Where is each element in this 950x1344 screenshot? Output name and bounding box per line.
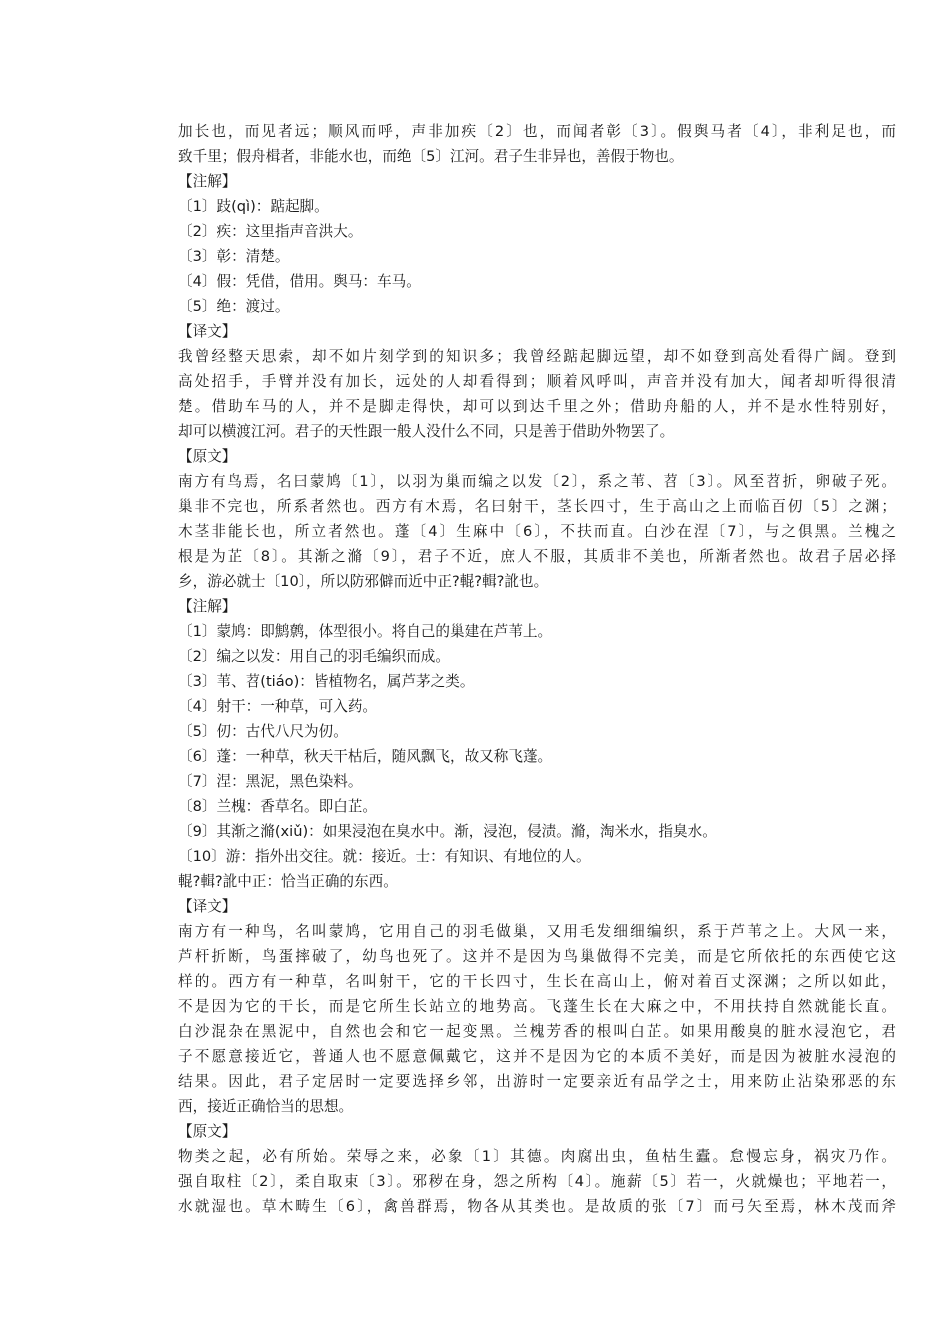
- text-line: 我曾经整天思索，却不如片刻学到的知识多；我曾经踮起脚远望，却不如登到高处看得广阔。登到: [178, 348, 896, 365]
- text-line: 輥?輯?訛中正：恰当正确的东西。: [178, 873, 398, 890]
- text-line: 〔1〕蒙鸠：即鹪鹩，体型很小。将自己的巢建在芦苇上。: [178, 623, 553, 640]
- text-line: 高处招手，手臂并没有加长，远处的人却看得到；顺着风呼叫，声音并没有加大，闻者却听得很清: [178, 373, 896, 390]
- text-line: 水就湿也。草木畴生〔6〕，禽兽群焉，物各从其类也。是故质的张〔7〕而弓矢至焉，林木茂而斧: [178, 1198, 896, 1215]
- text-line: 〔5〕绝：渡过。: [178, 298, 290, 315]
- text-line: 〔9〕其渐之滫(xiǔ)：如果浸泡在臭水中。渐，浸泡，侵渍。滫，淘米水，指臭水。: [178, 823, 717, 840]
- text-line: 巢非不完也，所系者然也。西方有木焉，名曰射干，茎长四寸，生于高山之上而临百仞〔5〕之渊；: [178, 498, 896, 515]
- text-line: 〔4〕假：凭借，借用。舆马：车马。: [178, 273, 421, 290]
- text-line: 加长也，而见者远；顺风而呼，声非加疾〔2〕也，而闻者彰〔3〕。假舆马者〔4〕，非利足也，而: [178, 123, 896, 140]
- section-heading: 【注解】: [178, 173, 237, 190]
- text-line: 〔1〕跂(qì)：踮起脚。: [178, 198, 329, 215]
- text-line: 芦杆折断，鸟蛋摔破了，幼鸟也死了。这并不是因为鸟巢做得不完美，而是它所依托的东西使它这: [178, 948, 896, 965]
- text-line: 楚。借助车马的人，并不是脚走得快，却可以到达千里之外；借助舟船的人，并不是水性特别好，: [178, 398, 896, 415]
- text-line: 强自取柱〔2〕，柔自取束〔3〕。邪秽在身，怨之所构〔4〕。施薪〔5〕若一，火就燥也；平地若一，: [178, 1173, 896, 1190]
- text-line: 木茎非能长也，所立者然也。蓬〔4〕生麻中〔6〕，不扶而直。白沙在涅〔7〕，与之俱黑。兰槐之: [178, 523, 896, 540]
- text-line: 〔3〕苇、苕(tiáo)：皆植物名，属芦茅之类。: [178, 673, 475, 690]
- section-heading: 【译文】: [178, 323, 237, 340]
- text-line: 乡，游必就士〔10〕，所以防邪僻而近中正?輥?輯?訛也。: [178, 573, 549, 590]
- text-line: 南方有鸟焉，名曰蒙鸠〔1〕，以羽为巢而编之以发〔2〕，系之苇、苕〔3〕。风至苕折，卵破子死。: [178, 473, 896, 490]
- text-line: 却可以横渡江河。君子的天性跟一般人没什么不同，只是善于借助外物罢了。: [178, 423, 675, 440]
- section-heading: 【原文】: [178, 448, 237, 465]
- text-line: 根是为芷〔8〕。其渐之滫〔9〕，君子不近，庶人不服，其质非不美也，所渐者然也。故君子居必择: [178, 548, 896, 565]
- text-line: 西，接近正确恰当的思想。: [178, 1098, 354, 1115]
- text-line: 子不愿意接近它，普通人也不愿意佩戴它，这并不是因为它的本质不美好，而是因为被脏水浸泡的: [178, 1048, 896, 1065]
- text-line: 〔10〕游：指外出交往。就：接近。士：有知识、有地位的人。: [178, 848, 591, 865]
- text-line: 〔2〕疾：这里指声音洪大。: [178, 223, 363, 240]
- text-line: 〔7〕涅：黑泥，黑色染料。: [178, 773, 363, 790]
- text-line: 致千里；假舟楫者，非能水也，而绝〔5〕江河。君子生非异也，善假于物也。: [178, 148, 684, 165]
- text-line: 南方有一种鸟，名叫蒙鸠，它用自己的羽毛做巢，又用毛发细细编织，系于芦苇之上。大风一来，: [178, 923, 896, 940]
- section-heading: 【注解】: [178, 598, 237, 615]
- text-line: 〔4〕射干：一种草，可入药。: [178, 698, 378, 715]
- document-page: [178, 119, 896, 1219]
- text-line: 〔6〕蓬：一种草，秋天干枯后，随风飘飞，故又称飞蓬。: [178, 748, 553, 765]
- text-line: 结果。因此，君子定居时一定要选择乡邻，出游时一定要亲近有品学之士，用来防止沾染邪恶的东: [178, 1073, 896, 1090]
- text-line: 〔8〕兰槐：香草名。即白芷。: [178, 798, 378, 815]
- text-line: 不是因为它的干长，而是它所生长站立的地势高。飞蓬生长在大麻之中，不用扶持自然就能长直。: [178, 998, 896, 1015]
- text-line: 〔2〕编之以发：用自己的羽毛编织而成。: [178, 648, 450, 665]
- section-heading: 【译文】: [178, 898, 237, 915]
- section-heading: 【原文】: [178, 1123, 237, 1140]
- text-line: 样的。西方有一种草，名叫射干，它的干长四寸，生长在高山上，俯对着百丈深渊；之所以如此，: [178, 973, 896, 990]
- text-line: 物类之起，必有所始。荣辱之来，必象〔1〕其德。肉腐出虫，鱼枯生蠹。怠慢忘身，祸灾乃作。: [178, 1148, 896, 1165]
- text-line: 白沙混杂在黑泥中，自然也会和它一起变黑。兰槐芳香的根叫白芷。如果用酸臭的脏水浸泡它，君: [178, 1023, 896, 1040]
- text-line: 〔3〕彰：清楚。: [178, 248, 290, 265]
- text-line: 〔5〕仞：古代八尺为仞。: [178, 723, 348, 740]
